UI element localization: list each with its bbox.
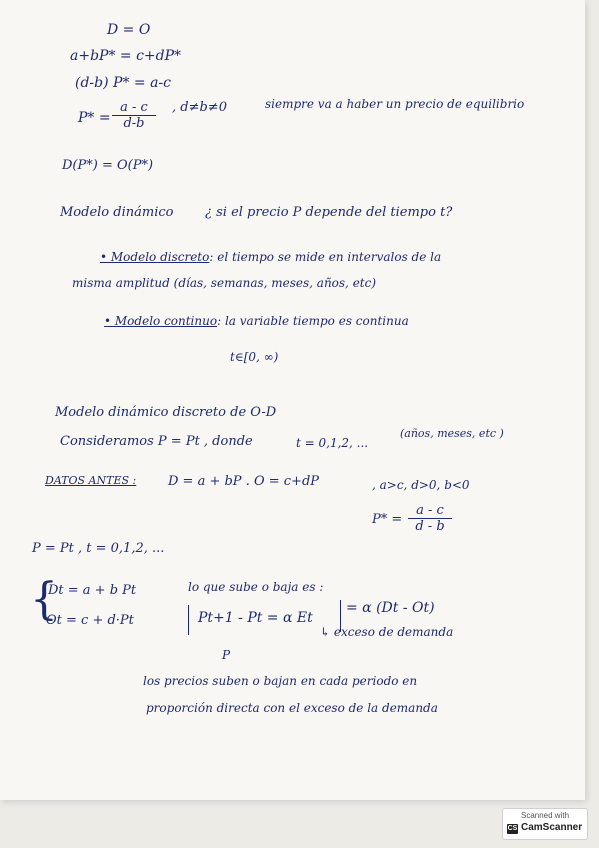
discrete-model-label xyxy=(100,250,441,264)
scanned-with-text: Scanned with xyxy=(520,811,570,820)
continuous-model-text: : la variable tiempo es continua xyxy=(217,314,409,328)
system-demand: Dt = a + b Pt xyxy=(48,583,137,598)
consider-price: Consideramos P = Pt , donde xyxy=(60,434,253,449)
eq-pstar2-fraction xyxy=(408,503,452,534)
camscanner-app-name: CamScanner xyxy=(521,822,583,833)
rise-fall-text: lo que sube o baja es : xyxy=(188,580,324,594)
fraction-numerator: a - c xyxy=(408,503,452,519)
system-supply: Ot = c + d·Pt xyxy=(46,613,134,628)
p-mark: P xyxy=(222,648,231,662)
continuous-model-label xyxy=(104,314,409,328)
eq-equate: a+bP* = c+dP* xyxy=(70,48,182,64)
time-units: (años, meses, etc ) xyxy=(400,427,504,440)
fraction-numerator: a - c xyxy=(112,100,156,116)
excess-demand-note: ↳ exceso de demanda xyxy=(320,625,454,639)
system-brace: { xyxy=(30,574,58,625)
discrete-model-heading: • Modelo discreto xyxy=(100,250,210,264)
heading-dynamic-model: Modelo dinámico xyxy=(60,205,174,220)
eq-pstar-condition: , d≠b≠0 xyxy=(172,100,227,115)
fraction-denominator: d-b xyxy=(123,116,145,131)
discrete-model-text: : el tiempo se mide en intervalos de la xyxy=(209,250,442,264)
eq-pstar-fraction xyxy=(112,100,156,131)
eq-equilibrium: D = O xyxy=(107,22,151,38)
camscanner-badge xyxy=(502,808,588,840)
parameter-conditions: , a>c, d>0, b<0 xyxy=(372,478,470,492)
conclusion-line-2: proporción directa con el exceso de la demanda xyxy=(146,701,438,715)
camscanner-logo-icon: CS xyxy=(507,825,518,832)
previous-data-heading: DATOS ANTES : xyxy=(45,474,137,487)
price-sequence: P = Pt , t = 0,1,2, ... xyxy=(32,541,165,556)
heading-discrete-od: Modelo dinámico discreto de O-D xyxy=(55,405,277,420)
difference-equation-rhs: = α (Dt - Ot) xyxy=(346,600,435,616)
continuous-model-heading: • Modelo continuo xyxy=(104,314,218,328)
eq-demand-supply: D(P*) = O(P*) xyxy=(62,158,154,173)
difference-equation: Pt+1 - Pt = α Et xyxy=(198,610,313,626)
eq-comment: siempre va a haber un precio de equilibrio xyxy=(265,97,525,111)
time-interval: t∈[0, ∞) xyxy=(230,350,279,364)
box-left-bar xyxy=(188,605,189,635)
conclusion-line-1: los precios suben o bajan en cada periodo en xyxy=(143,674,418,688)
eq-pstar-lhs: P* = xyxy=(78,110,111,126)
discrete-model-continued: misma amplitud (días, semanas, meses, años, etc) xyxy=(72,276,377,290)
fraction-denominator: d - b xyxy=(415,519,445,534)
eq-pstar2-lhs: P* = xyxy=(372,512,403,527)
eq-factor: (d-b) P* = a-c xyxy=(75,75,171,91)
demand-supply-functions: D = a + bP . O = c+dP xyxy=(168,474,320,489)
question-price-time: ¿ si el precio P depende del tiempo t? xyxy=(205,205,453,220)
time-index: t = 0,1,2, ... xyxy=(296,436,369,450)
